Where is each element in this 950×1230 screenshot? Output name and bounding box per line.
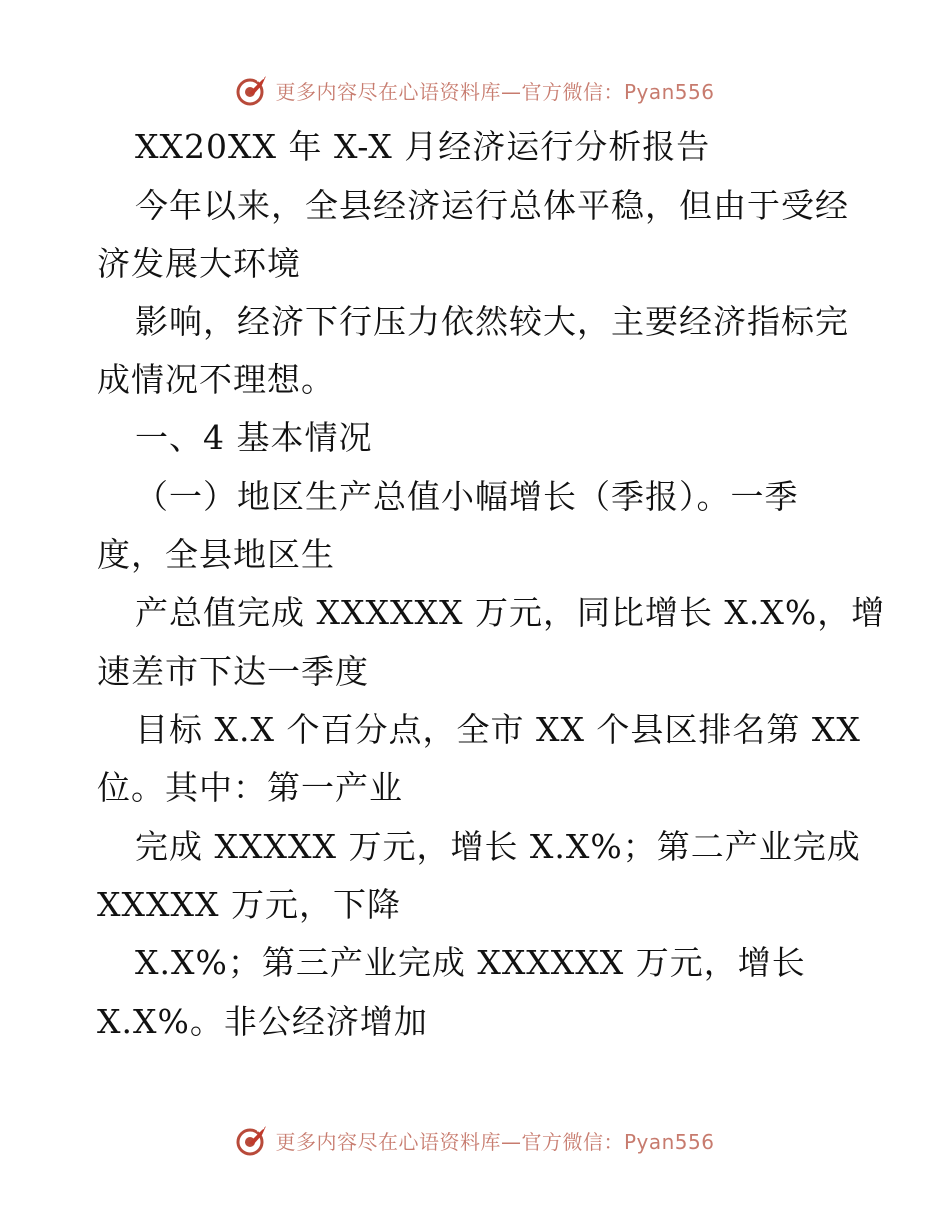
footer-banner-text: 更多内容尽在心语资料库—官方微信：Pyan556 <box>275 1129 715 1154</box>
paragraph-line: X.X%。非公经济增加 <box>97 1002 428 1041</box>
subsection-heading: （一）地区生产总值小幅增长（季报）。一季 <box>135 477 799 516</box>
paragraph-line: 今年以来，全县经济运行总体平稳，但由于受经 <box>135 186 849 225</box>
paragraph-line: 位。其中：第一产业 <box>97 768 403 807</box>
paragraph-line: 度，全县地区生 <box>97 535 335 574</box>
header-banner <box>0 70 950 110</box>
paragraph-line: 成情况不理想。 <box>97 360 335 399</box>
footer-banner <box>0 1120 950 1160</box>
paragraph-line: 完成 XXXXX 万元，增长 X.X%；第二产业完成 <box>135 827 861 866</box>
paragraph-line: 产总值完成 XXXXXX 万元，同比增长 X.X%，增 <box>135 593 886 632</box>
paragraph-line: 目标 X.X 个百分点，全市 XX 个县区排名第 XX <box>135 710 861 749</box>
paragraph-line: 济发展大环境 <box>97 244 301 283</box>
quill-logo-icon <box>235 73 269 107</box>
section-heading: 一、4 基本情况 <box>135 418 373 457</box>
paragraph-line: X.X%；第三产业完成 XXXXXX 万元，增长 <box>135 943 806 982</box>
header-banner-text: 更多内容尽在心语资料库—官方微信：Pyan556 <box>275 79 715 104</box>
document-title: XX20XX 年 X-X 月经济运行分析报告 <box>135 127 711 166</box>
quill-logo-icon <box>235 1123 269 1157</box>
paragraph-line: 速差市下达一季度 <box>97 652 369 691</box>
paragraph-line: XXXXX 万元，下降 <box>97 885 401 924</box>
paragraph-line: 影响，经济下行压力依然较大，主要经济指标完 <box>135 302 849 341</box>
